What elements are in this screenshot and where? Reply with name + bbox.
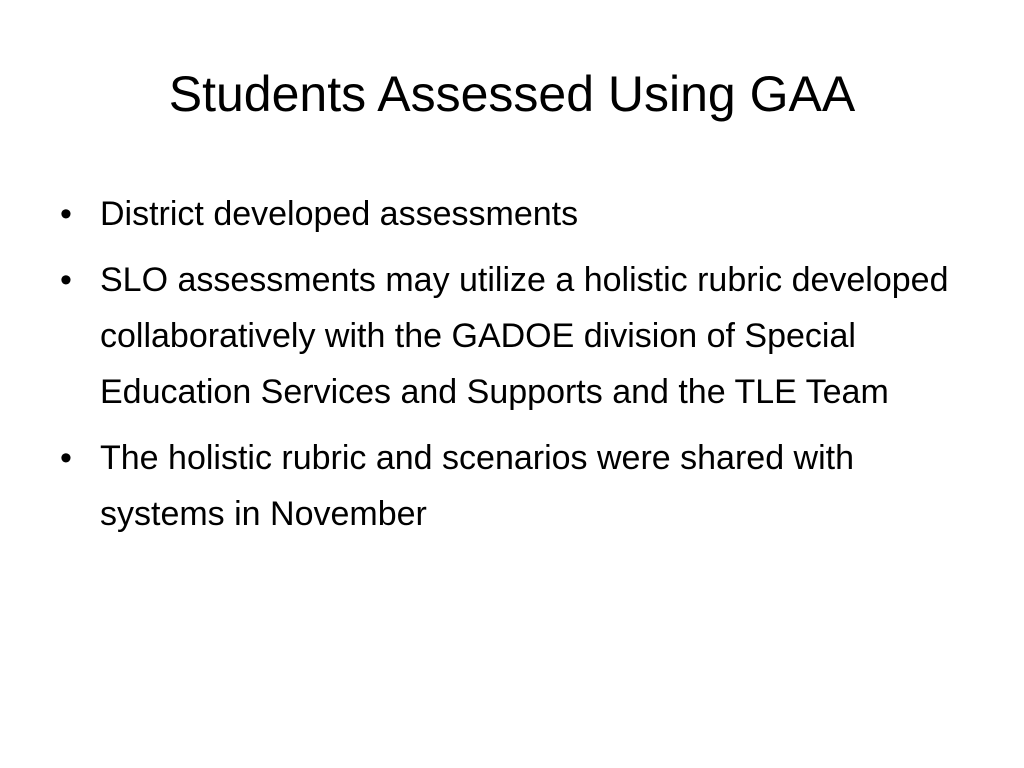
bullet-icon: • bbox=[60, 261, 72, 299]
bullet-text-2: SLO assessments may utilize a holistic rubric developed collaboratively with the GADOE division of Special Education Services and Supports and the TLE Team bbox=[100, 261, 949, 411]
bullet-list bbox=[60, 186, 960, 552]
bullet-item-2 bbox=[60, 252, 960, 420]
slide-title: Students Assessed Using GAA bbox=[168, 66, 856, 122]
bullet-icon: • bbox=[60, 195, 72, 233]
bullet-icon: • bbox=[60, 439, 72, 477]
bullet-text-1: District developed assessments bbox=[100, 195, 579, 233]
bullet-text-3: The holistic rubric and scenarios were shared with systems in November bbox=[100, 439, 855, 533]
bullet-item-1 bbox=[60, 186, 960, 242]
bullet-item-3 bbox=[60, 430, 960, 542]
